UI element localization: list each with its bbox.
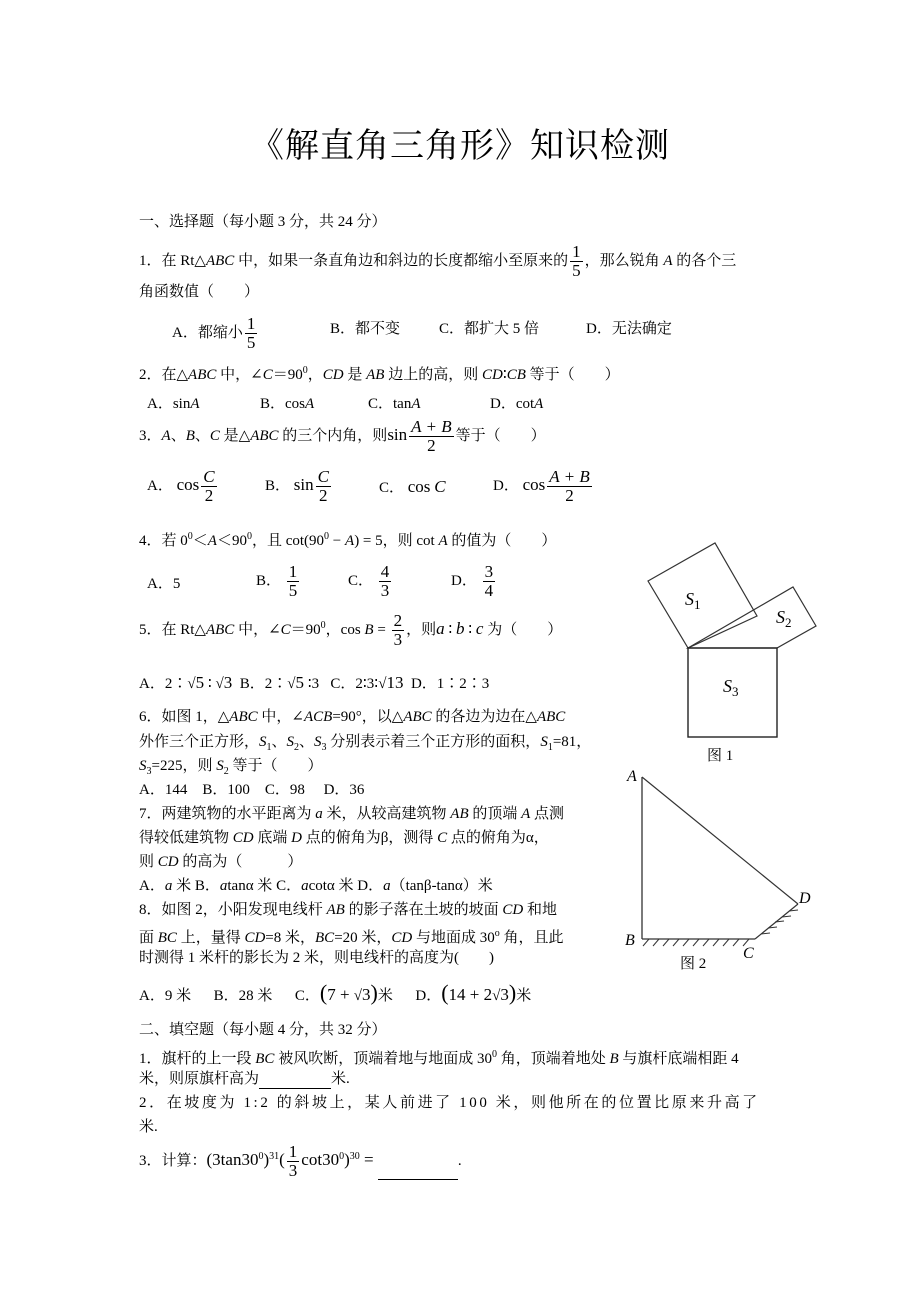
text: 0 (258, 1150, 264, 1162)
text: cotα 米 (308, 878, 358, 894)
q2-option-a[interactable] (147, 394, 200, 414)
text: 14 + 2 (448, 985, 493, 1004)
text: 点的俯角为α， (447, 830, 549, 846)
label-d: D (799, 890, 811, 907)
text: B (609, 1051, 619, 1067)
frac-num: A + B (549, 467, 590, 486)
text: ， (307, 367, 323, 383)
text: 0 (491, 1049, 497, 1060)
page-title: 《解直角三角形》知识检测 (250, 126, 670, 166)
q7-option-d[interactable] (357, 878, 492, 894)
text: 1．旗杆的上一段 (139, 1051, 256, 1067)
s2-q2-line2: 米. (139, 1119, 158, 1135)
q4-option-c[interactable] (348, 563, 393, 600)
frac-num: 4 (380, 562, 390, 581)
q8-line1 (139, 900, 557, 920)
text: C． (348, 572, 374, 589)
text: ABC (188, 367, 217, 383)
text: S (139, 758, 147, 774)
text: 0 (246, 531, 252, 542)
text: AB (326, 902, 345, 918)
text: 米，则原旗杆高为 (139, 1071, 260, 1087)
text: ＝90 (272, 367, 303, 383)
text: 0 (320, 619, 326, 631)
q2-line1 (139, 361, 620, 385)
text: sin (293, 474, 314, 494)
s2-q2-line1: 2．在坡度为 1:2 的斜坡上，某人前进了 100 米，则他所在的位置比原来升高了 (139, 1095, 760, 1111)
fraction (409, 418, 453, 455)
text: 米，从较高建筑物 (322, 806, 451, 822)
ground-hatching (643, 939, 749, 946)
text: CD (481, 367, 503, 383)
text: B． (194, 878, 220, 894)
text: 3 (146, 766, 152, 777)
q7-option-b[interactable] (195, 878, 276, 894)
text: D． (415, 988, 442, 1004)
fraction (316, 468, 331, 505)
fraction (245, 315, 258, 352)
label-a: A (627, 768, 637, 785)
q7-options (139, 876, 493, 896)
figure-1-caption: 图 1 (707, 748, 734, 764)
text: 0 (324, 531, 330, 542)
text: sin (387, 424, 408, 444)
text: D． (357, 878, 384, 894)
text: B (364, 621, 374, 638)
frac-num: 1 (246, 314, 256, 333)
text: 5．在 Rt△ (139, 621, 206, 638)
text: ＝90 (290, 621, 321, 638)
text: 与地面成 30 (412, 930, 495, 946)
fraction (483, 563, 496, 600)
figure-1-squares (630, 530, 830, 750)
text: S (216, 758, 224, 774)
text: 8．如图 2，小阳发现电线杆 (139, 902, 327, 918)
label-s1: $S_1$ (685, 589, 701, 612)
text: 米 (377, 988, 393, 1004)
text: =90°，以△ (332, 709, 404, 725)
text: 等于（ ） (228, 758, 323, 774)
text: 上，量得 (176, 930, 245, 946)
q8-line2 (139, 924, 564, 948)
text: =8 米， (265, 930, 316, 946)
text: tanα 米 (227, 878, 277, 894)
text: 底端 (253, 830, 292, 846)
text: C (280, 621, 291, 638)
text: A (161, 427, 171, 444)
text: = (373, 621, 390, 638)
text: 3． (139, 427, 162, 444)
q6-options[interactable]: A．144 B．100 C．98 D．36 (139, 782, 365, 798)
q4-line1 (139, 527, 556, 551)
answer-blank[interactable] (259, 1072, 331, 1089)
text: ( (279, 1149, 285, 1169)
label-s3: $S_3$ (723, 676, 739, 699)
text: 1 (266, 742, 272, 753)
text: S (540, 734, 548, 750)
text: C (437, 830, 448, 846)
text: ABC (403, 709, 432, 725)
text: 则 (139, 854, 158, 870)
text: B (185, 427, 195, 444)
text: =81， (552, 734, 592, 750)
q6-line2 (139, 732, 591, 758)
text: a (219, 878, 228, 894)
text: ，那么锐角 (584, 252, 664, 269)
text: AB (366, 367, 385, 383)
s2-q1-line1 (139, 1045, 739, 1069)
q1-option-b[interactable]: B．都不变 (330, 321, 401, 337)
q3-option-c[interactable] (379, 477, 446, 498)
q8-options (139, 980, 532, 1006)
text: BC (157, 930, 177, 946)
text: 外作三个正方形， (139, 734, 260, 750)
text: S (286, 734, 295, 750)
s2-q1-line2 (139, 1069, 350, 1089)
q7-line1 (139, 804, 564, 824)
text: 、 (170, 427, 186, 444)
frac-den: 3 (380, 581, 390, 600)
text: 0 (339, 1150, 345, 1162)
label-c: C (743, 945, 754, 962)
text: cot30 (301, 1149, 340, 1169)
text: 7 + (327, 985, 354, 1004)
radicand: 5 (195, 673, 205, 692)
q1-line1 (139, 243, 736, 280)
q8-line3: 时测得 1 米杆的影长为 2 米，则电线杆的高度为( ) (139, 950, 494, 966)
text: 等于（ ） (455, 427, 546, 444)
text: 0 (302, 365, 308, 376)
text: CD (157, 854, 179, 870)
text: 角，且此 (499, 930, 564, 946)
text: D (291, 830, 302, 846)
text: 等于（ ） (525, 367, 620, 383)
text: ABC (250, 427, 279, 444)
text: a (315, 806, 323, 822)
frac-num: 1 (572, 242, 581, 261)
text: B． (256, 572, 282, 589)
text: B．2∶ (239, 676, 288, 692)
radicand: 3 (362, 985, 371, 1004)
text: 7．两建筑物的水平距离为 (139, 806, 316, 822)
radicand: 3 (500, 985, 509, 1004)
text: BC (315, 930, 335, 946)
text: 6．如图 1，△ (139, 709, 230, 725)
text: ∶ (444, 621, 456, 638)
text: 点的俯角为β，测得 (301, 830, 438, 846)
text: A．2∶ (139, 676, 188, 692)
text: 的三个内角，则 (278, 427, 388, 444)
text: ，则 (406, 621, 437, 638)
q1-options (172, 315, 259, 352)
text: A (207, 533, 217, 549)
text: 边上的高，则 (384, 367, 482, 383)
text: S (259, 734, 267, 750)
frac-num: 2 (393, 611, 403, 630)
text: 1．在 Rt△ (139, 252, 206, 269)
text: 1 (547, 742, 553, 753)
text: 3 (321, 742, 327, 753)
text: 中，如果一条直角边和斜边的长度都缩小至原来的 (234, 252, 569, 269)
text: A (521, 806, 531, 822)
q6-line3 (139, 756, 322, 782)
q8-option-d[interactable]: D．(14 + 2√3)米 (415, 980, 532, 1005)
q4-option-b[interactable] (256, 563, 301, 600)
q5-options (139, 673, 489, 694)
text: a (164, 878, 173, 894)
text: 被风吹断，顶端着地与地面成 30 (274, 1051, 492, 1067)
frac-den: 3 (393, 630, 403, 649)
text: A (438, 533, 448, 549)
frac-den: 5 (288, 581, 298, 600)
text: C (262, 367, 273, 383)
text: 2．在△ (139, 367, 189, 383)
text: 中，∠ (234, 621, 281, 638)
text: 米 (172, 878, 195, 894)
text: cos (176, 474, 200, 494)
text: 点测 (530, 806, 565, 822)
text: ，且 cot(90 (251, 533, 325, 549)
text: 2 (294, 742, 300, 753)
text: ＜90 (216, 533, 247, 549)
q5-option-a[interactable]: A．2∶√5 ∶ √3 (139, 673, 233, 692)
slope-hatching (761, 910, 798, 934)
q8-option-c[interactable]: C．(7 + √3)米 (294, 980, 393, 1005)
text: B．cos (260, 396, 306, 412)
label-b: B (625, 932, 635, 949)
text: − (329, 533, 346, 549)
text: b (455, 618, 465, 638)
fraction (201, 468, 216, 505)
text: 是 (343, 367, 367, 383)
frac-den: 5 (246, 333, 256, 352)
text: ACB (303, 709, 333, 725)
text: cos (522, 474, 546, 494)
q5-option-d[interactable]: D．1∶2∶3 (410, 676, 490, 692)
q3-option-d[interactable] (493, 468, 594, 505)
text: 的顶端 (468, 806, 522, 822)
label-s2: $S_2$ (776, 607, 792, 630)
frac-den: 4 (484, 581, 494, 600)
frac-num: A + B (411, 417, 452, 436)
text: 31 (269, 1150, 280, 1162)
fraction (379, 563, 392, 600)
q8-option-b[interactable]: B．28 米 (213, 988, 273, 1004)
text: 面 (139, 930, 158, 946)
text: 和地 (523, 902, 557, 918)
answer-blank[interactable] (378, 1161, 458, 1180)
frac-den: 5 (572, 261, 581, 280)
fraction (547, 468, 591, 505)
frac-den: 2 (204, 486, 214, 505)
radicand: 3 (223, 673, 233, 692)
text: ＜ (192, 533, 208, 549)
text: 的各边为边在△ (431, 709, 537, 725)
text: ∶3 (303, 676, 320, 692)
frac-num: C (203, 467, 215, 486)
text: ABC (205, 621, 235, 638)
q5-option-b[interactable]: B．2∶√5 ∶3 (239, 673, 320, 692)
text: C (434, 477, 446, 496)
text: (3tan30 (206, 1149, 259, 1169)
text: =20 米， (334, 930, 392, 946)
text: 2 (223, 766, 229, 777)
text: o (494, 928, 500, 939)
fraction (392, 612, 405, 649)
q2-option-b[interactable] (260, 394, 314, 414)
q8-option-a[interactable]: A．9 米 (139, 988, 192, 1004)
text: B． (265, 477, 291, 494)
option-a[interactable]: A．都缩小 (172, 324, 243, 341)
fraction (287, 1143, 300, 1180)
q5-option-c[interactable]: C．2∶3∶√13 (330, 673, 404, 692)
text: ，cos (325, 621, 365, 638)
text: 为（ ） (483, 621, 563, 638)
q4-option-d[interactable] (451, 563, 497, 600)
frac-den: 3 (288, 1161, 298, 1180)
text: ∶ (204, 676, 216, 692)
text: cos (407, 477, 431, 496)
text: 中，∠ (257, 709, 304, 725)
text: 是△ (219, 427, 251, 444)
text: D．cot (490, 396, 535, 412)
frac-num: 1 (288, 1142, 298, 1161)
text: CD (502, 902, 524, 918)
figure-2-caption: 图 2 (680, 956, 707, 972)
text: 的值为（ ） (447, 533, 557, 549)
q7-line2 (139, 828, 549, 848)
frac-num: C (317, 467, 329, 486)
frac-den: 2 (319, 486, 328, 505)
section1-heading: 一、选择题（每小题 3 分，共 24 分） (139, 214, 387, 230)
text: C．2∶3∶ (330, 676, 379, 692)
text: C． (379, 480, 405, 496)
q3-line1 (139, 418, 546, 455)
text: a (436, 618, 445, 638)
text: a (301, 878, 309, 894)
q7-line3 (139, 852, 302, 872)
q3-option-a[interactable] (147, 468, 219, 505)
text: （tanβ-tanα）米 (390, 878, 493, 894)
frac-den: 2 (565, 486, 574, 505)
text: c (475, 618, 484, 638)
fraction (570, 243, 583, 280)
text: S (314, 734, 322, 750)
text: 、 (271, 734, 287, 750)
text: 中，∠ (216, 367, 263, 383)
text: ABC (205, 252, 235, 269)
text: BC (255, 1051, 275, 1067)
text: ∶ (464, 621, 476, 638)
text: A (305, 396, 315, 412)
text: A． (147, 477, 173, 494)
text: . (457, 1152, 462, 1169)
text: 、 (194, 427, 210, 444)
text: 得较低建筑物 (139, 830, 233, 846)
text: CD (322, 367, 344, 383)
section2-heading: 二、填空题（每小题 4 分，共 32 分） (139, 1022, 387, 1038)
text: ABC (536, 709, 566, 725)
text: A (190, 396, 200, 412)
text: A (663, 252, 673, 269)
text: 30 (349, 1150, 360, 1162)
s2-q3 (139, 1143, 462, 1180)
text: A (534, 396, 544, 412)
text: ABC (229, 709, 258, 725)
line-ad (642, 777, 798, 904)
text: ) (344, 1149, 350, 1169)
text: C． (276, 878, 302, 894)
text: A．sin (147, 396, 191, 412)
text: 3．计算： (139, 1152, 207, 1169)
text: 、 (299, 734, 315, 750)
text: AB (450, 806, 469, 822)
text: 与旗杆底端相距 4 (618, 1051, 739, 1067)
frac-num: 1 (288, 562, 298, 581)
fraction (287, 563, 300, 600)
radicand: 5 (295, 673, 304, 692)
text: CD (391, 930, 413, 946)
text: 0 (187, 531, 193, 542)
text: A． (139, 878, 165, 894)
text: ) (263, 1149, 270, 1169)
text: =225，则 (151, 758, 217, 774)
q2-option-c[interactable] (368, 394, 421, 414)
text: 米 (516, 988, 532, 1004)
text: CD (232, 830, 254, 846)
text: C (209, 427, 220, 444)
text: CD (244, 930, 266, 946)
figure-2-pole-shadow (615, 765, 815, 962)
q7-option-c[interactable] (276, 878, 357, 894)
radicand: 13 (386, 673, 404, 692)
text: A (345, 533, 355, 549)
q4-option-a[interactable]: A．5 (147, 576, 181, 592)
q2-option-d[interactable] (490, 394, 543, 414)
text: 的各个三 (672, 252, 737, 269)
text: C．tan (368, 396, 412, 412)
q1-option-c[interactable]: C．都扩大 5 倍 (439, 321, 540, 337)
square-s1 (648, 543, 757, 648)
q3-option-b[interactable] (265, 468, 333, 505)
q7-option-a[interactable] (139, 878, 195, 894)
text: 米. (331, 1071, 350, 1087)
text: D． (451, 572, 477, 589)
text: 角，顶端着地处 (496, 1051, 610, 1067)
text: 分别表示着三个正方形的面积， (326, 734, 541, 750)
text: 的高为（ ） (178, 854, 303, 870)
text: a (383, 878, 391, 894)
text: A (411, 396, 421, 412)
q6-line1 (139, 707, 565, 727)
text: ) = 5，则 cot (354, 533, 439, 549)
text: C． (294, 988, 320, 1004)
text: CB (506, 367, 526, 383)
text: ∶ (502, 367, 507, 383)
text: D． (493, 477, 519, 494)
text: 4．若 0 (139, 533, 188, 549)
text: = (359, 1149, 378, 1169)
text: 的影子落在土坡的坡面 (344, 902, 503, 918)
q5-line1 (139, 612, 562, 649)
frac-num: 3 (484, 562, 494, 581)
q1-option-d[interactable]: D．无法确定 (586, 321, 672, 337)
q1-line2: 角函数值（ ） (139, 284, 260, 300)
frac-den: 2 (427, 436, 436, 455)
